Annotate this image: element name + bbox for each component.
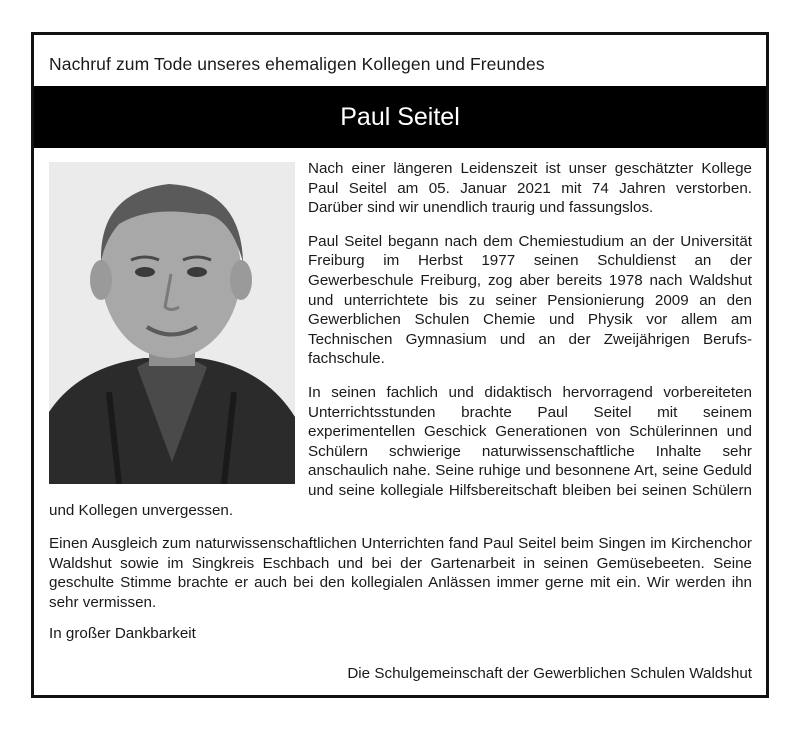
obituary-frame [31,32,769,698]
paragraph-4: Einen Ausgleich zum naturwissenschaftlichen Unterrichten fand Paul Seitel beim Singen im Kirchenchor Waldshut sowie im Singkreis Eschbach und bei der Gartenarbeit in seinen Gemüsebeeten. Seine geschulte Stimme brachte er auch bei den kollegialen Anlässen immer gerne mit ein. Wir werden ihn sehr vermissen. [49,535,752,611]
closing-line: In großer Dankbarkeit [49,625,196,642]
name-banner [34,86,766,148]
paragraph-2: Paul Seitel begann nach dem Chemiestudium an der Universität Freiburg im Herbst 1977 seinen Schuldienst an der Gewerbeschule Freiburg, zog aber bereits 1978 nach Waldshut und unterrichtete bis zu seiner Pensionierung 2009 an den Gewerblichen Schulen Chemie und Physik vor allem am Technischen Gymnasium und an der Zweijährigen Berufsfachschule. [308,232,752,368]
paragraph-1: Nach einer längeren Leidenszeit ist unser geschätzter Kollege Paul Seitel am 05. Januar 2021 mit 74 Jahren verstorben. Darüber sind wir unendlich traurig und fassungslos. [308,160,752,217]
paragraph-3: In seinen fachlich und didaktisch hervorragend vorbereiteten Unterrichtsstunden brachte Paul Seitel mit seinem experimentellen Geschick Generationen von Schülerinnen und Schülern schwierige naturwissenschaftliche Inhalte sehr anschaulich nahe. Seine ruhige und besonnene Art, seine Geduld und seine kollegiale Hilfsbereitschaft bleiben bei seinen Schülern und Kollegen unvergessen. [49,383,752,519]
obituary-text [49,159,752,626]
portrait-photo [49,162,295,484]
deceased-name: Paul Seitel [340,102,460,131]
obituary-heading: Nachruf zum Tode unseres ehemaligen Kollegen und Freundes [49,54,545,74]
signature-line: Die Schulgemeinschaft der Gewerblichen Schulen Waldshut [347,665,752,682]
